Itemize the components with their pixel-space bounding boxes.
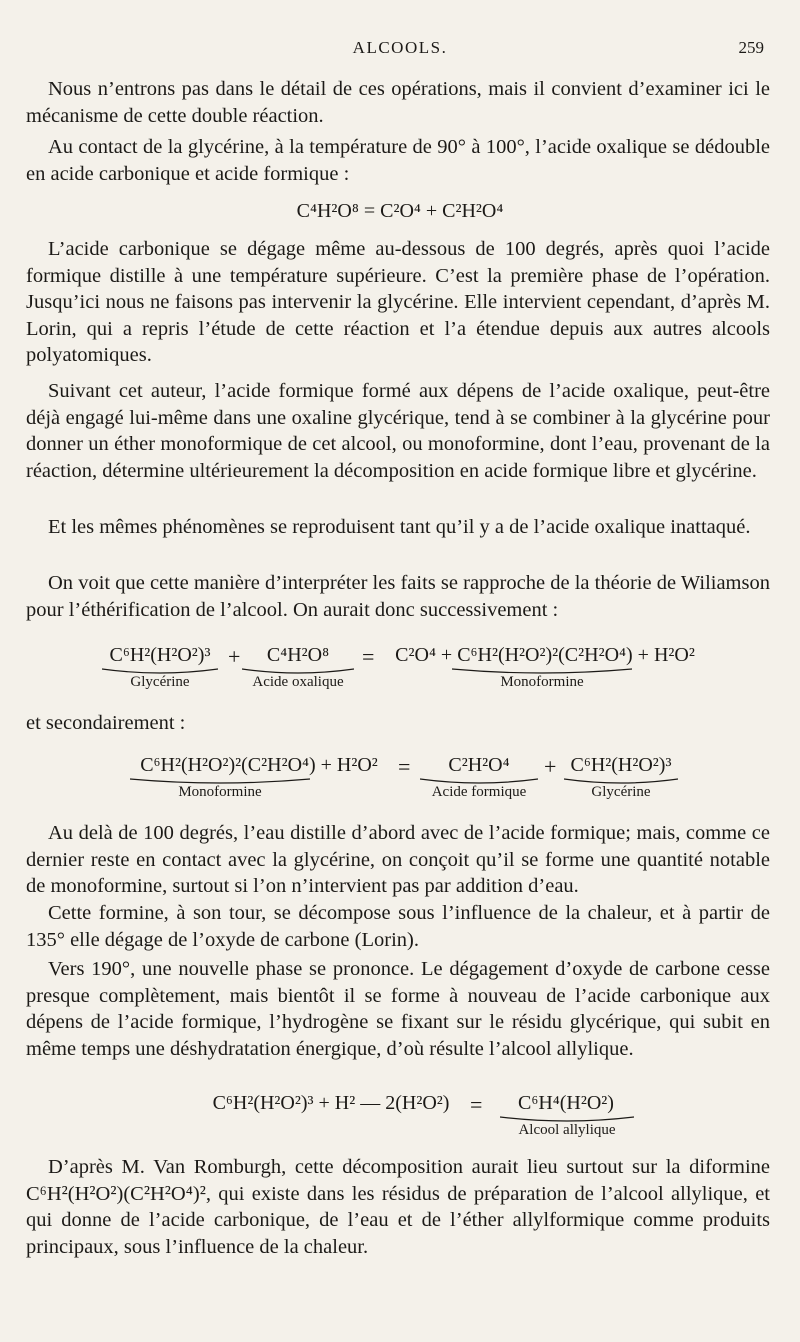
equation-3	[0, 754, 800, 814]
eq2-label-glycerine: Glycérine	[130, 674, 190, 690]
paragraph-3	[26, 236, 770, 369]
eq3-formic-term	[420, 754, 538, 777]
paragraph-5-text: Et les mêmes phénomènes se reproduisent tant qu’il y a de l’acide oxalique inattaqué.	[48, 516, 751, 538]
eq4-equals: =	[470, 1092, 483, 1117]
equation-4	[0, 1092, 800, 1152]
equation-2	[0, 644, 800, 704]
eq2-equals: =	[362, 644, 375, 669]
page-number: 259	[738, 38, 764, 57]
paragraph-7-text: et secondairement :	[26, 712, 186, 734]
paragraph-6-text: On voit que cette manière d’interpréter les faits se rapproche de la théorie de Wiliamson pour l’éthérification de l’alcool. On aurait donc successivement :	[26, 572, 770, 621]
paragraph-2-text: Au contact de la glycérine, à la température de 90° à 100°, l’acide oxalique se dédouble en acide carbonique et acide formique :	[26, 136, 770, 185]
paragraph-6	[26, 570, 770, 623]
paragraph-9	[26, 900, 770, 953]
paragraph-1-text: Nous n’entrons pas dans le détail de ces opérations, mais il convient d’examiner ici le mécanisme de cette double réaction.	[26, 78, 770, 127]
eq3-label-glycerine: Glycérine	[591, 784, 651, 800]
eq2-term-1: C⁶H²(H²O²)³	[109, 644, 211, 666]
eq2-label-oxalic: Acide oxalique	[252, 674, 344, 690]
eq3-label-monoformine: Monoformine	[178, 784, 262, 800]
eq4-reactants-term	[200, 1092, 462, 1115]
eq3-term-3: C⁶H²(H²O²)³	[570, 754, 672, 776]
eq2-plus: +	[228, 644, 241, 669]
running-head-title: ALCOOLS.	[352, 38, 448, 57]
eq3-monoformine-term	[128, 754, 390, 777]
paragraph-10-text: Vers 190°, une nouvelle phase se prononce. Le dégagement d’oxyde de carbone cesse presque complètement, mais bientôt il se forme à nouveau de l’acide carbonique aux dépens de l’acide formique, l’hydrogène se fixant sur le résidu glycérique, qui subit en même temps une déshydratation énergique, d’où résulte l’alcool allylique.	[26, 958, 770, 1060]
paragraph-11	[26, 1154, 770, 1260]
eq3-equals: =	[398, 754, 411, 779]
paragraph-4-text: Suivant cet auteur, l’acide formique formé aux dépens de l’acide oxalique, peut-être déjà engagé lui-même dans une oxaline glycérique, tend à se combiner à la glycérine pour donner un éther monoformique de cet alcool, ou monoformine, dont l’eau, provenant de la réaction, détermine ultérieurement la décomposition en acide formique libre et glycérine.	[26, 380, 770, 482]
eq3-glycerine-term	[562, 754, 680, 777]
paragraph-3-text: L’acide carbonique se dégage même au-dessous de 100 degrés, après quoi l’acide formique distille à une température supérieure. C’est la première phase de l’opération. Jusqu’ici nous ne faisons pas intervenir la glycérine. Elle intervient cependant, d’après M. Lorin, qui a repris l’étude de cette réaction et l’a étendue depuis aux autres alcools polyatomiques.	[26, 238, 770, 366]
paragraph-10	[26, 956, 770, 1062]
running-head	[0, 38, 800, 62]
eq4-allyl-term	[506, 1092, 626, 1115]
eq2-glycerine-term	[100, 644, 220, 667]
equation-1: C⁴H²O⁸ = C²O⁴ + C²H²O⁴	[296, 200, 504, 222]
eq3-term-2: C²H²O⁴	[448, 754, 510, 776]
eq4-term-2: C⁶H⁴(H²O²)	[518, 1092, 614, 1114]
eq3-label-formic: Acide formique	[431, 784, 527, 800]
eq4-term-1: C⁶H²(H²O²)³ + H² — 2(H²O²)	[212, 1092, 450, 1114]
paragraph-4	[26, 378, 770, 484]
paragraph-11-text: D’après M. Van Romburgh, cette décomposition aurait lieu surtout sur la diformine C⁶H²(H²O²)(C²H²O⁴)², qui existe dans les résidus de préparation de l’alcool allylique, et qui donne de l’acide carbonique, de l’eau et de l’éther allylformique comme produits principaux, sous l’influence de la chaleur.	[26, 1156, 770, 1258]
paragraph-7	[26, 710, 770, 737]
paragraph-8-text: Au delà de 100 degrés, l’eau distille d’abord avec de l’acide formique; mais, comme ce dernier reste en contact avec la glycérine, on conçoit qu’il se forme une quantité notable de monoformine, surtout si l’on n’intervient pas par addition d’eau.	[26, 822, 770, 897]
eq2-label-monoformine: Monoformine	[500, 674, 584, 690]
eq4-label-allyl: Alcool allylique	[518, 1122, 616, 1138]
paragraph-8	[26, 820, 770, 900]
paragraph-9-text: Cette formine, à son tour, se décompose sous l’influence de la chaleur, et à partir de 135° elle dégage de l’oxyde de carbone (Lorin).	[26, 902, 770, 951]
eq2-oxalic-term	[238, 644, 358, 667]
eq2-products-term	[392, 644, 698, 667]
paragraph-5	[26, 514, 770, 541]
eq3-plus: +	[544, 754, 557, 779]
paragraph-1	[26, 76, 770, 129]
eq2-term-3: C²O⁴ + C⁶H²(H²O²)²(C²H²O⁴) + H²O²	[395, 644, 695, 666]
paragraph-2	[26, 134, 770, 187]
eq2-term-2: C⁴H²O⁸	[266, 644, 330, 666]
eq3-term-1: C⁶H²(H²O²)²(C²H²O⁴) + H²O²	[140, 754, 378, 776]
